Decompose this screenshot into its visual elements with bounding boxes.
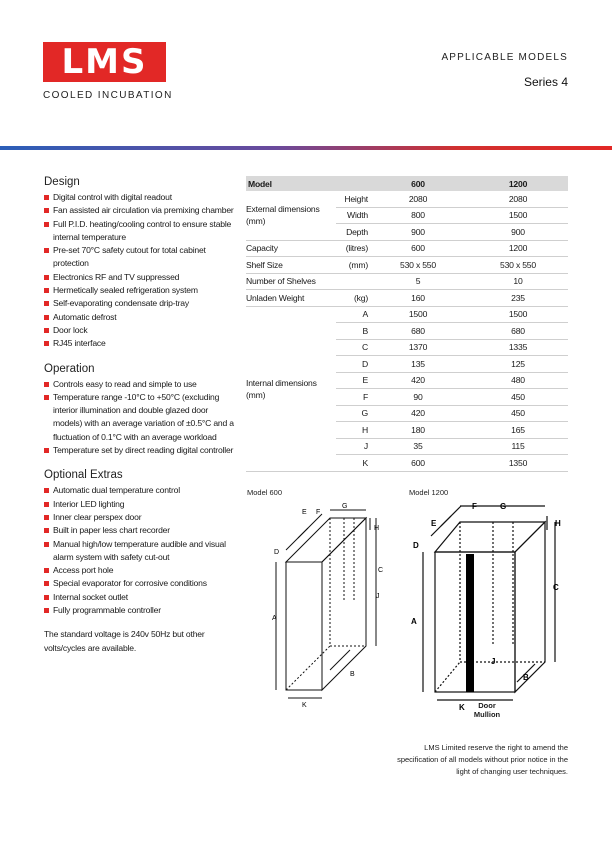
list-item: Automatic dual temperature control (44, 484, 234, 497)
cabinet-side (515, 522, 545, 692)
model-1200-diagram-label: Model 1200 (409, 488, 449, 497)
model-1200-header: 1200 (468, 176, 568, 191)
cell-600: 420 (368, 372, 468, 389)
row-sublabel: B (336, 323, 368, 340)
row-sublabel: (litres) (336, 240, 368, 257)
list-item: Temperature range -10°C to +50°C (excluding interior illumination and double glazed door models) with an average variation of ±0.5°C and a fluctuation of 0.1°C with an average workload (44, 391, 234, 444)
dim-letter: C (378, 567, 384, 574)
list-item: Special evaporator for corrosive conditions (44, 577, 234, 590)
list-item: Internal socket outlet (44, 591, 234, 604)
voltage-note: The standard voltage is 240v 50Hz but other volts/cycles are available. (44, 629, 205, 654)
cell-1200: 125 (468, 356, 568, 373)
cell-600: 900 (368, 224, 468, 241)
list-item: Door lock (44, 324, 234, 337)
operation-list (44, 378, 234, 458)
cell-1200: 530 x 550 (468, 257, 568, 274)
model-column-header: Model (246, 176, 368, 191)
list-item: Manual high/low temperature audible and visual alarm system with safety cut-out (44, 538, 234, 565)
cell-600: 1370 (368, 339, 468, 356)
cell-600: 35 (368, 438, 468, 455)
dim-letter: G (500, 502, 507, 511)
cell-600: 800 (368, 207, 468, 224)
cell-1200: 450 (468, 389, 568, 406)
cell-1200: 115 (468, 438, 568, 455)
list-item: Self-evaporating condensate drip-tray (44, 297, 234, 310)
row-sublabel: C (336, 339, 368, 356)
row-sublabel: H (336, 422, 368, 439)
cabinet-front (435, 552, 515, 692)
row-sublabel: D (336, 356, 368, 373)
cell-1200: 1500 (468, 207, 568, 224)
cell-600: 5 (368, 273, 468, 290)
cell-600: 420 (368, 405, 468, 422)
cell-1200: 1350 (468, 455, 568, 472)
list-item: Hermetically sealed refrigeration system (44, 284, 234, 297)
list-item: Built in paper less chart recorder (44, 524, 234, 537)
row-label: Capacity (246, 240, 336, 257)
table-header-row (246, 176, 568, 191)
row-sublabel: F (336, 389, 368, 406)
list-item: Pre-set 70°C safety cutout for total cabinet protection (44, 244, 234, 271)
model-600-diagram-label: Model 600 (247, 488, 283, 497)
row-sublabel: (kg) (336, 290, 368, 307)
table-row (246, 306, 568, 323)
extras-list (44, 484, 234, 617)
row-sublabel: Depth (336, 224, 368, 241)
table-row (246, 191, 568, 207)
feature-column (44, 176, 234, 655)
cell-1200: 10 (468, 273, 568, 290)
cell-600: 600 (368, 455, 468, 472)
design-heading: Design (44, 176, 80, 188)
row-sublabel: K (336, 455, 368, 472)
row-sublabel: A (336, 306, 368, 323)
cell-600: 180 (368, 422, 468, 439)
dim-letter: H (374, 525, 380, 532)
lms-logo: LMS (43, 42, 166, 82)
dim-letter: F (316, 509, 321, 516)
external-dimensions-label: External dimensions (mm) (246, 191, 336, 240)
dim-letter: E (302, 509, 307, 516)
row-label: Unladen Weight (246, 290, 336, 307)
list-item: RJ45 interface (44, 337, 234, 350)
row-sublabel: G (336, 405, 368, 422)
dim-letter: A (272, 615, 277, 622)
list-item: Full P.I.D. heating/cooling control to ensure stable internal temperature (44, 218, 234, 245)
cell-600: 680 (368, 323, 468, 340)
row-sublabel (336, 273, 368, 290)
row-sublabel: (mm) (336, 257, 368, 274)
list-item: Access port hole (44, 564, 234, 577)
series-label: Series 4 (523, 75, 568, 89)
model-600-header: 600 (368, 176, 468, 191)
cabinet-top (435, 522, 545, 552)
row-sublabel: Width (336, 207, 368, 224)
dim-letter: D (413, 541, 419, 550)
model-1200-diagram (405, 496, 570, 726)
door-mullion (466, 554, 474, 692)
list-item: Inner clear perspex door (44, 511, 234, 524)
design-list (44, 191, 234, 351)
table-row (246, 290, 568, 307)
specification-table (246, 176, 568, 472)
list-item: Interior LED lighting (44, 498, 234, 511)
list-item: Automatic defrost (44, 311, 234, 324)
applicable-models-label: APPLICABLE MODELS (441, 52, 568, 63)
optional-extras-heading: Optional Extras (44, 469, 123, 482)
row-label: Shelf Size (246, 257, 336, 274)
cell-600: 1500 (368, 306, 468, 323)
cell-1200: 450 (468, 405, 568, 422)
dim-letter: A (411, 617, 417, 626)
list-item: Digital control with digital readout (44, 191, 234, 204)
table-row (246, 240, 568, 257)
door-mullion-label: Door Mullion (473, 701, 501, 719)
cell-1200: 680 (468, 323, 568, 340)
cell-1200: 2080 (468, 191, 568, 207)
list-item: Fully programmable controller (44, 604, 234, 617)
cell-1200: 1200 (468, 240, 568, 257)
dim-letter: K (302, 702, 307, 709)
row-sublabel: J (336, 438, 368, 455)
dim-letter: K (459, 703, 465, 712)
list-item: Electronics RF and TV suppressed (44, 271, 234, 284)
model-600-diagram (258, 500, 398, 710)
list-item: Fan assisted air circulation via premixing chamber (44, 204, 234, 217)
logo-subtitle: COOLED INCUBATION (43, 90, 173, 101)
dim-letter: J (376, 593, 380, 600)
list-item: Controls easy to read and simple to use (44, 378, 234, 391)
cell-1200: 480 (468, 372, 568, 389)
row-label: Number of Shelves (246, 273, 336, 290)
dim-letter: E (431, 519, 437, 528)
cabinet-front (286, 562, 322, 690)
cell-600: 2080 (368, 191, 468, 207)
footer-disclaimer: LMS Limited reserve the right to amend the specification of all models without prior notice in the light of changing user techniques. (397, 743, 568, 776)
cell-600: 90 (368, 389, 468, 406)
cell-1200: 1335 (468, 339, 568, 356)
header-color-band (0, 146, 612, 150)
cell-600: 135 (368, 356, 468, 373)
row-sublabel: E (336, 372, 368, 389)
dim-letter: J (491, 657, 496, 666)
dim-letter: C (553, 583, 559, 592)
table-row (246, 273, 568, 290)
cell-1200: 1500 (468, 306, 568, 323)
cell-1200: 165 (468, 422, 568, 439)
cell-1200: 235 (468, 290, 568, 307)
internal-dimensions-label: Internal dimensions (mm) (246, 306, 336, 471)
dim-letter: B (350, 671, 355, 678)
dim-letter: F (472, 502, 477, 511)
dim-letter: G (342, 503, 348, 510)
cell-600: 160 (368, 290, 468, 307)
table-row (246, 257, 568, 274)
dim-letter: B (523, 673, 529, 682)
dim-letter: D (274, 549, 280, 556)
cell-1200: 900 (468, 224, 568, 241)
dim-letter: H (555, 519, 561, 528)
cell-600: 530 x 550 (368, 257, 468, 274)
list-item: Temperature set by direct reading digital controller (44, 444, 234, 457)
operation-heading: Operation (44, 362, 95, 375)
row-sublabel: Height (336, 191, 368, 207)
cell-600: 600 (368, 240, 468, 257)
